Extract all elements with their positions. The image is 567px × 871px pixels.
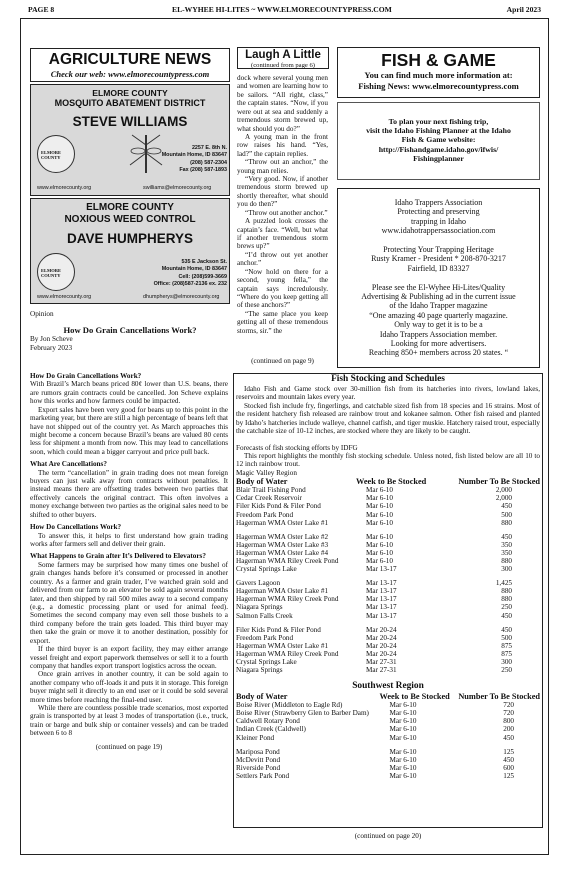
laugh-paragraph: “Very good. Now, if another tremendous storm brewed up shortly thereafter, what should you do then?” (237, 175, 328, 209)
table-row (236, 612, 540, 620)
table-row (236, 519, 540, 527)
week-cell: Mar 13-17 (366, 565, 397, 574)
fish-game-line1: You can find much more information at: (364, 70, 513, 81)
column-header: Number To Be Stocked (458, 692, 540, 702)
table-row (236, 764, 540, 772)
week-cell: Mar 20-24 (366, 625, 397, 634)
table-row (236, 511, 540, 519)
laugh-header-box (237, 47, 329, 69)
week-cell: Mar 20-24 (366, 641, 397, 650)
article-paragraph: Some farmers may be surprised how many times one bushel of grain changes hands before it’s consumed or processed in another country. As a farmer and grain trader, I’ve watched grain sold and delivered from our farm to an elevator be sold again several months later, and then shipped by rail 500 miles away to a second company (e.g., a domestic processing plant or used for animal feed). Sometimes the second company may even sell those bushels to a third company before the train gets loaded. This third buyer may then take the grain or move it to another destination, possibly for export. (30, 560, 228, 645)
water-name-cell: Hagerman WMA Oster Lake #1 (236, 518, 329, 527)
weed-web: www.elmorecounty.org (37, 294, 92, 300)
count-cell: 125 (503, 747, 514, 756)
water-name-cell: Kleiner Pond (236, 733, 275, 742)
laugh-paragraph: “Throw out an anchor,” the young man relies. (237, 158, 328, 175)
region-magic-valley: Magic Valley Region (236, 468, 297, 477)
water-name-cell: Hagerman WMA Oster Lake #3 (236, 540, 329, 549)
article-subheading: What Are Cancellations? (30, 460, 107, 469)
table-row (236, 494, 540, 502)
page-header (20, 4, 549, 17)
article-paragraph: If the third buyer is an export facility, they may either arrange vessel freight and export paperwork themselves or sell it to a fourth company that handles export transport logistics across the ocean. (30, 645, 228, 670)
grain-article (30, 372, 228, 751)
water-name-cell: Niagara Springs (236, 603, 283, 612)
page-number: PAGE 8 (28, 5, 55, 14)
water-name-cell: Boise River (Middleton to Eagle Rd) (236, 701, 343, 710)
count-cell: 1,425 (495, 579, 512, 588)
count-cell: 200 (503, 725, 514, 734)
count-cell: 450 (503, 733, 514, 742)
opinion-block (30, 310, 230, 352)
trappers-line (338, 273, 539, 282)
region-southwest: Southwest Region (352, 681, 424, 692)
count-cell: 450 (501, 502, 512, 511)
trappers-line (338, 236, 539, 245)
laugh-title: Laugh A Little (245, 49, 321, 61)
mosquito-email: swilliams@elmorecounty.org (143, 185, 212, 191)
mosquito-address: 2257 E. 8th N. Mountain Home, ID 83647 (208) 587-2304 Fax (208) 587-1893 (161, 145, 227, 174)
week-cell: Mar 6-10 (366, 494, 393, 503)
opinion-title: How Do Grain Cancellations Work? (63, 325, 197, 336)
water-name-cell: Hagerman WMA Oster Lake #1 (236, 641, 329, 650)
water-name-cell: Settlers Park Pond (236, 771, 290, 780)
table-row (236, 725, 540, 733)
table-row (236, 626, 540, 634)
week-cell: Mar 6-10 (389, 771, 417, 780)
water-name-cell: Gavers Lagoon (236, 579, 281, 588)
water-name-cell: Freedom Park Pond (236, 510, 294, 519)
week-cell: Mar 6-10 (389, 725, 417, 734)
water-name-cell: Hagerman WMA Oster Lake #1 (236, 587, 329, 596)
stocking-intro-1: Idaho Fish and Game stock over 30-million fish from its hatcheries into rivers, lowland lakes, reservoirs and mountain lakes every year. (236, 385, 540, 402)
week-cell: Mar 6-10 (389, 733, 417, 742)
water-name-cell: Blair Trail Fishing Pond (236, 486, 306, 495)
water-name-cell: Crystal Springs Lake (236, 565, 297, 574)
trappers-ad (337, 188, 540, 368)
week-cell: Mar 6-10 (366, 502, 393, 511)
column-header: Week to Be Stocked (356, 477, 427, 487)
count-cell: 500 (501, 510, 512, 519)
week-cell: Mar 13-17 (366, 595, 397, 604)
table-row (236, 565, 540, 573)
water-name-cell: Hagerman WMA Riley Creek Pond (236, 649, 339, 658)
trappers-line: Advertising & Publishing ad in the current issue (361, 292, 516, 302)
issue-date: April 2023 (506, 5, 541, 14)
water-name-cell: Freedom Park Pond (236, 633, 294, 642)
water-name-cell: Niagara Springs (236, 666, 283, 675)
week-cell: Mar 6-10 (389, 717, 417, 726)
laugh-continued: (continued on page 9) (251, 357, 314, 366)
week-cell: Mar 6-10 (366, 548, 393, 557)
count-cell: 450 (501, 625, 512, 634)
table-row (236, 486, 540, 494)
count-cell: 300 (501, 565, 512, 574)
stocking-title: Fish Stocking and Schedules (331, 374, 445, 384)
table-row (236, 533, 540, 541)
trappers-line: Rusty Kramer - President * 208-870-3217 (371, 254, 506, 264)
agri-subtitle: Check our web: www.elmorecountypress.com (50, 69, 210, 80)
article-paragraph: While there are countless possible trade scenarios, most exported grain is transported by at least 3 modes of transportation (i.e., truck, train or barge and bulk ship or container vessels) and can be traded between 6 to 8 (30, 704, 228, 738)
water-name-cell: Indian Creek (Caldwell) (236, 725, 306, 734)
laugh-paragraph: “Now hold on there for a second, young fella,” the captain says incredulously. “Where do you keep getting all of these anchors?” (237, 267, 328, 310)
stocking-continued: (continued on page 20) (354, 832, 422, 840)
mosquito-web: www.elmorecounty.org (37, 185, 92, 191)
mosquito-name: STEVE WILLIAMS (72, 113, 188, 129)
trappers-line: Fairfield, ID 83327 (407, 263, 470, 273)
paper-name: EL-WYHEE HI-LITES ~ WWW.ELMORECOUNTYPRESS.COM (172, 5, 392, 14)
opinion-date: February 2023 (30, 343, 73, 352)
count-cell: 450 (501, 532, 512, 541)
week-cell: Mar 27-31 (366, 658, 397, 666)
table-row (236, 579, 540, 587)
table-row (236, 557, 540, 565)
article-paragraph: With Brazil’s March beans priced 80¢ lower than U.S. beans, there are rumors grain contracts could be cancelled. Jon Scheve explains how this works and how farmers could be impacted. (30, 380, 228, 406)
count-cell: 880 (501, 556, 512, 565)
article-subheading: How Do Cancellations Work? (30, 523, 122, 532)
magic-valley-table (236, 477, 540, 674)
week-cell: Mar 6-10 (389, 747, 417, 756)
table-row (236, 541, 540, 549)
mosquito-org2: MOSQUITO ABATEMENT DISTRICT (54, 98, 206, 109)
count-cell: 2,000 (495, 494, 512, 503)
weed-name: DAVE HUMPHERYS (66, 231, 193, 247)
article-paragraph: Export sales have been very good for beans up to this point in the marketing year, but there are still a high percentage of beans left that have not shipped out of the country yet. As March approaches this might become a concern because Brazil’s beans are valued 80 cents less for shipment a month from now. This may lead to cancellations soon, which could mean a bigger carryout and price pull back. (30, 405, 228, 456)
trappers-line: Please see the El-Wyhee Hi-Lites/Quality (371, 282, 506, 292)
week-cell: Mar 13-17 (366, 611, 397, 620)
water-name-cell: Hagerman WMA Oster Lake #2 (236, 532, 329, 541)
fishing-planner-box (337, 102, 540, 180)
trappers-line: Idaho Trappers Association member. (379, 329, 498, 339)
week-cell: Mar 20-24 (366, 633, 397, 642)
trappers-line: Looking for more advertisers. (390, 339, 487, 349)
week-cell: Mar 6-10 (366, 556, 393, 565)
week-cell: Mar 6-10 (366, 486, 393, 495)
table-row (236, 666, 540, 674)
week-cell: Mar 20-24 (366, 649, 397, 658)
mosquito-ad (30, 84, 230, 196)
water-name-cell: Filer Kids Pond & Filer Pond (236, 625, 321, 634)
week-cell: Mar 6-10 (389, 701, 417, 710)
table-row (236, 748, 540, 756)
column-header: Body of Water (236, 692, 288, 702)
table-row (236, 549, 540, 557)
week-cell: Mar 27-31 (366, 666, 397, 675)
laugh-subtitle: (continued from page 6) (251, 62, 315, 70)
table-row (236, 502, 540, 510)
water-name-cell: Hagerman WMA Riley Creek Pond (236, 556, 339, 565)
week-cell: Mar 6-10 (389, 763, 417, 772)
weed-org2: NOXIOUS WEED CONTROL (64, 213, 196, 225)
count-cell: 250 (501, 603, 512, 612)
week-cell: Mar 13-17 (366, 603, 397, 612)
trappers-line: Reaching 850+ members across 20 states. “ (368, 348, 509, 358)
article-subheading: How Do Grain Cancellations Work? (30, 372, 142, 380)
trappers-line: www.idahotrappersassociation.com (381, 226, 496, 236)
count-cell: 600 (503, 763, 514, 772)
article-paragraph: The term “cancellation” in grain trading does not mean foreign buyers can just walk away from contracts without penalties. It instead means there are offsetting trades between two parties that effectively cancels the original contract. This often involves a money exchange between two parties as the original sales need to be shifted to other buyers. (30, 468, 228, 519)
water-name-cell: Hagerman WMA Oster Lake #4 (236, 548, 329, 557)
water-name-cell: Filer Kids Pond & Filer Pond (236, 502, 321, 511)
county-seal-icon: ELMORE COUNTY (37, 135, 75, 173)
week-cell: Mar 6-10 (366, 518, 393, 527)
trappers-line: Only way to get it is to be a (394, 320, 483, 330)
table-row (236, 717, 540, 725)
water-name-cell: McDevitt Pond (236, 755, 281, 764)
table-row (236, 658, 540, 666)
table-row (236, 734, 540, 742)
forecast-text: This report highlights the monthly fish stocking schedule. Unless noted, fish listed below are all 10 to 12 inch rainbow trout. (236, 451, 540, 469)
count-cell: 125 (503, 771, 514, 780)
fish-game-title: FISH & GAME (381, 50, 496, 70)
trappers-line: Protecting Your Trapping Heritage (383, 245, 494, 255)
count-cell: 875 (501, 641, 512, 650)
trappers-line: of the Idaho Trapper magazine (389, 301, 488, 311)
trappers-line: Idaho Trappers Association (394, 198, 483, 207)
count-cell: 875 (501, 649, 512, 658)
mosquito-icon (126, 129, 166, 179)
count-cell: 350 (501, 540, 512, 549)
stocking-intro-2: Stocked fish include fry, fingerlings, and catchable sized fish from 18 species and 16 strains. Most of the resident hatchery fish released are rainbow trout and kokanee salmon. Other fish raised and planted by Idaho’s hatcheries include walleye, channel catfish, and tiger muskie. Hatchery raised trout, especially the catchable size of 10-12 inches, are stocked where they are likely to be caught. (236, 401, 540, 436)
water-name-cell: Cedar Creek Reservoir (236, 494, 302, 503)
water-name-cell: Hagerman WMA Riley Creek Pond (236, 595, 339, 604)
count-cell: 880 (501, 595, 512, 604)
laugh-body (237, 74, 328, 366)
fishing-planner-text: To plan your next fishing trip, visit the Idaho Fishing Planner at the Idaho Fish & Game website: http://Fishandgame.idaho.gov/ifwis/ Fishingplanner (366, 117, 511, 163)
week-cell: Mar 6-10 (389, 709, 417, 718)
count-cell: 720 (503, 701, 514, 710)
water-name-cell: Crystal Springs Lake (236, 658, 297, 666)
water-name-cell: Riverside Pond (236, 763, 281, 772)
table-row (236, 603, 540, 611)
water-name-cell: Mariposa Pond (236, 747, 280, 756)
table-row (236, 650, 540, 658)
weed-ad (30, 198, 230, 304)
count-cell: 450 (501, 611, 512, 620)
water-name-cell: Caldwell Rotary Pond (236, 717, 300, 726)
table-row (236, 701, 540, 709)
county-seal-icon: ELMORE COUNTY (37, 253, 75, 291)
count-cell: 880 (501, 587, 512, 596)
week-cell: Mar 6-10 (366, 532, 393, 541)
weed-address: 535 E Jackson St. Mountain Home, ID 83647 Cell: (208)599-3669 Office: (208)587-2136 ex. 232 (153, 259, 227, 288)
fish-game-line2: Fishing News: www.elmorecountypress.com (358, 80, 519, 91)
laugh-paragraph: dock where several young men and women are learning how to be sailors. “All right, class,” the captain states. “Now, if you were out at sea and suddenly a tremendous storm brewed up, what should you do?” (237, 74, 328, 133)
column-header: Number To Be Stocked (458, 477, 540, 487)
mosquito-org1: ELMORE COUNTY (92, 88, 168, 98)
laugh-paragraph: A young man in the front row raises his hand. “Yes, lad?” the captain replies. (237, 132, 328, 158)
trappers-line: Protecting and preserving (397, 207, 480, 217)
southwest-table (236, 692, 540, 780)
article-paragraph: Once grain arrives in another country, it can be sold again to another company who off-loads it and puts it in storage. This foreign buyer might sell it directly to an end user or it could be sold several more times before reaching the final-end user. (30, 670, 228, 704)
table-row (236, 772, 540, 780)
weed-email: dhumpherys@elmorecounty.org (143, 294, 220, 300)
article-paragraph: To answer this, it helps to first understand how grain trading works after farmers sell and deliver their grain. (30, 531, 228, 549)
grain-continued: (continued on page 19) (95, 742, 163, 751)
article-subheading: What Happens to Grain after It’s Delivered to Elevators? (30, 552, 206, 561)
laugh-paragraph: “The same place you keep getting all of these tremendous storms, sir.” the (237, 309, 328, 335)
agri-header-box (30, 48, 230, 82)
laugh-paragraph: A puzzled look crosses the captain’s face. “Well, but what if another tremendous storm brews up?” (237, 217, 328, 251)
laugh-paragraph: “Throw out another anchor.” (245, 208, 328, 217)
table-row (236, 709, 540, 717)
table-row (236, 642, 540, 650)
opinion-author: By Jon Scheve (30, 335, 73, 344)
week-cell: Mar 6-10 (389, 755, 417, 764)
count-cell: 350 (501, 548, 512, 557)
table-row (236, 756, 540, 764)
week-cell: Mar 6-10 (366, 510, 393, 519)
fish-game-box (337, 47, 540, 98)
count-cell: 250 (501, 666, 512, 675)
week-cell: Mar 13-17 (366, 587, 397, 596)
opinion-label: Opinion (30, 310, 54, 318)
count-cell: 500 (501, 633, 512, 642)
count-cell: 720 (503, 709, 514, 718)
count-cell: 800 (503, 717, 514, 726)
week-cell: Mar 6-10 (366, 540, 393, 549)
column-header: Week to Be Stocked (379, 692, 450, 702)
count-cell: 300 (501, 658, 512, 666)
table-row (236, 634, 540, 642)
trappers-line: trapping in Idaho (410, 216, 467, 226)
forecast-title: Forecasts of fish stocking efforts by IDFG (236, 443, 358, 452)
count-cell: 2,000 (495, 486, 512, 495)
laugh-paragraph: “I’d throw out yet another anchor.” (237, 250, 328, 268)
column-header: Body of Water (236, 477, 288, 487)
count-cell: 450 (503, 755, 514, 764)
count-cell: 880 (501, 518, 512, 527)
fish-stocking (236, 374, 540, 780)
week-cell: Mar 13-17 (366, 579, 397, 588)
weed-org1: ELMORE COUNTY (86, 202, 174, 213)
agri-title: AGRICULTURE NEWS (48, 51, 212, 68)
water-name-cell: Boise River (Strawberry Glen to Barber Dam) (236, 709, 369, 718)
trappers-line: “One amazing 40 page quarterly magazine. (369, 310, 508, 320)
table-row (236, 587, 540, 595)
table-row (236, 595, 540, 603)
water-name-cell: Salmon Falls Creek (236, 611, 293, 620)
